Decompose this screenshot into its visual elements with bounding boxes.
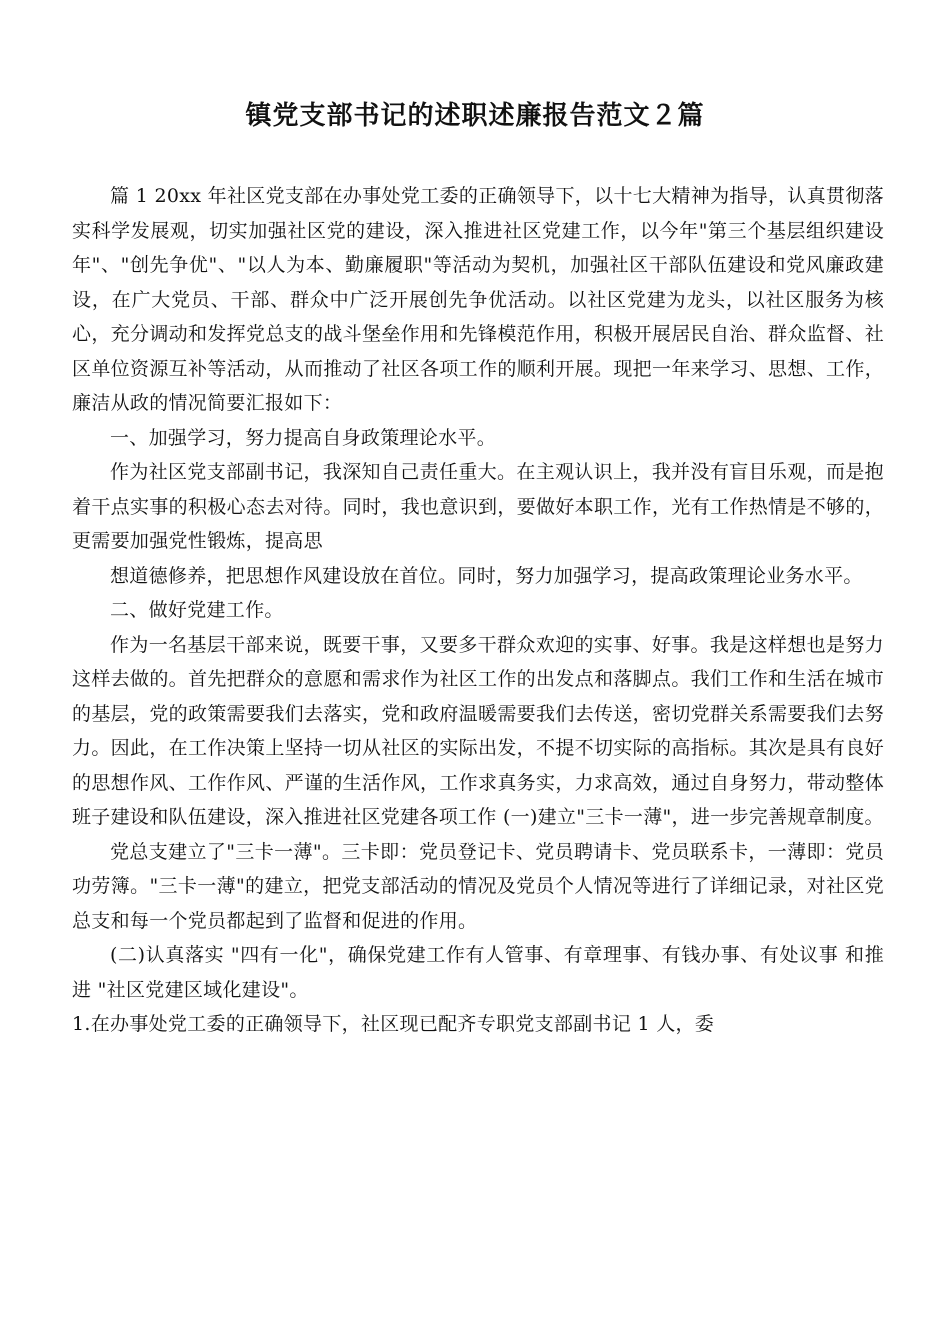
paragraph-staffing: 1.在办事处党工委的正确领导下，社区现已配齐专职党支部副书记 1 人，委 [72, 1013, 715, 1035]
paragraph-party-building: 作为一名基层干部来说，既要干事，又要多干群众欢迎的实事、好事。我是这样想也是努力这样去做的。首先把群众的意愿和需求作为社区工作的出发点和落脚点。我们工作和生活在城市的基层，党的政策需要我们去落实，党和政府温暖需要我们去传送，密切党群关系需要我们去努力。因此，在工作决策上坚持一切从社区的实际出发，不提不切实际的高指标。其次是具有良好的思想作风、工作作风、严谨的生活作风，工作求真务实，力求高效，通过自身努力，带动整体班子建设和队伍建设，深入推进社区党建各项工作 (一)建立"三卡一薄"，进一步完善规章制度。 [72, 633, 884, 828]
paragraph-three-cards: 党总支建立了"三卡一薄"。三卡即：党员登记卡、党员聘请卡、党员联系卡，一薄即：党员功劳簿。"三卡一薄"的建立，把党支部活动的情况及党员个人情况等进行了详细记录，对社区党总支和每一个党员都起到了监督和促进的作用。 [72, 840, 884, 932]
paragraph-study: 作为社区党支部副书记，我深知自己责任重大。在主观认识上，我并没有盲目乐观，而是抱着干点实事的积极心态去对待。同时，我也意识到，要做好本职工作，光有工作热情是不够的，更需要加强党性锻炼，提高思 [72, 461, 884, 552]
document-title: 镇党支部书记的述职述廉报告范文２篇 [245, 101, 705, 131]
paragraph-study-continued: 想道德修养，把思想作风建设放在首位。同时，努力加强学习，提高政策理论业务水平。 [110, 564, 863, 587]
document-body [72, 179, 884, 1042]
paragraph-intro: 篇 1 20xx 年社区党支部在办事处党工委的正确领导下，以十七大精神为指导，认真贯彻落实科学发展观，切实加强社区党的建设，深入推进社区党建工作，以今年"第三个基层组织建设年"、"创先争优"、"以人为本、勤廉履职"等活动为契机，加强社区干部队伍建设和党风廉政建设，在广大党员、干部、群众中广泛开展创先争优活动。以社区党建为龙头，以社区服务为核心，充分调动和发挥党总支的战斗堡垒作用和先锋模范作用，积极开展居民自治、群众监督、社区单位资源互补等活动，从而推动了社区各项工作的顺利开展。现把一年来学习、思想、工作，廉洁从政的情况简要汇报如下： [72, 185, 884, 414]
section-heading-party-building: 二、做好党建工作。 [110, 599, 284, 621]
paragraph-four-haves: (二)认真落实 "四有一化"，确保党建工作有人管事、有章理事、有钱办事、有处议事 和推进 "社区党建区域化建设"。 [72, 944, 884, 1001]
section-heading-study: 一、加强学习，努力提高自身政策理论水平。 [110, 426, 497, 449]
